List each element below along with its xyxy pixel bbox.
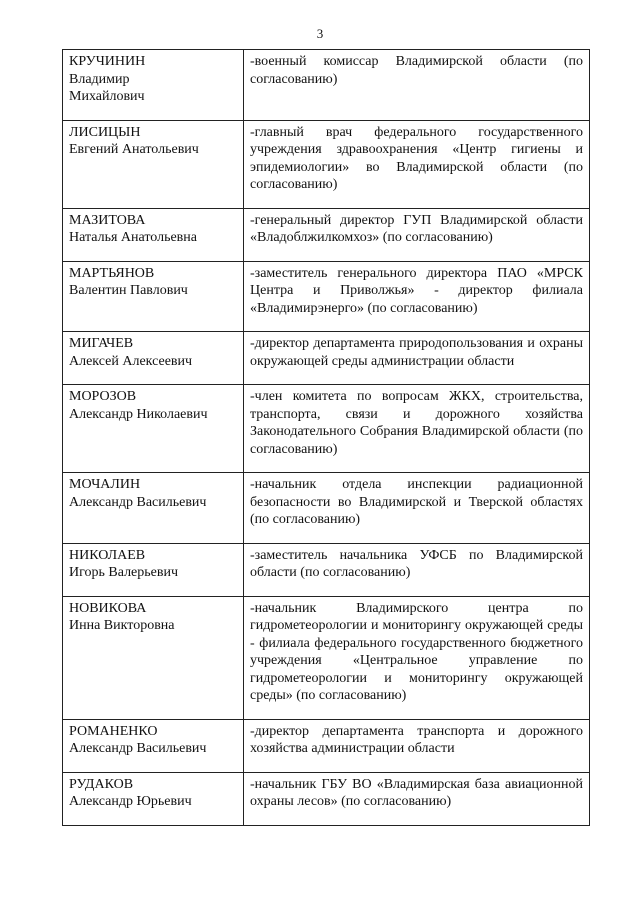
member-given-name: Наталья Анатольевна — [69, 230, 198, 245]
member-role: -член комитета по вопросам ЖКХ, строительства, транспорта, связи и дорожного хозяйства Законодательного Собрания Владимирской области (по согласованию) — [244, 385, 590, 473]
member-role: -начальник отдела инспекции радиационной безопасности во Владимирской и Тверской областях (по согласованию) — [244, 473, 590, 544]
member-name-cell — [63, 719, 244, 772]
member-name-cell — [63, 473, 244, 544]
table-row — [63, 772, 590, 825]
member-role: -заместитель генерального директора ПАО «МРСК Центра и Приволжья» - директор филиала «Владимирэнерго» (по согласованию) — [244, 261, 590, 332]
members-table — [62, 49, 590, 826]
member-given-name: Игорь Валерьевич — [69, 565, 179, 580]
member-surname: РОМАНЕНКО — [69, 723, 158, 739]
members-table-body — [63, 50, 590, 826]
member-name-cell — [63, 120, 244, 208]
member-name-cell — [63, 261, 244, 332]
page-number: 3 — [316, 26, 324, 41]
member-given-name: Алексей Алексеевич — [69, 353, 193, 369]
member-surname: МОРОЗОВ — [69, 389, 137, 404]
member-given-name: Александр Николаевич — [69, 406, 208, 422]
member-name-cell — [63, 50, 244, 121]
table-row — [63, 261, 590, 332]
table-row — [63, 543, 590, 596]
member-role: -заместитель начальника УФСБ по Владимирской области (по согласованию) — [244, 543, 590, 596]
member-surname: ЛИСИЦЫН — [69, 124, 141, 140]
member-surname: МИГАЧЕВ — [69, 336, 134, 351]
member-surname: МОЧАЛИН — [69, 477, 141, 492]
member-name-cell — [63, 772, 244, 825]
member-role: -директор департамента транспорта и дорожного хозяйства администрации области — [244, 719, 590, 772]
table-row — [63, 385, 590, 473]
member-name-cell — [63, 543, 244, 596]
member-given-name: Владимир Михайлович — [69, 71, 145, 104]
member-given-name: Инна Викторовна — [69, 618, 175, 633]
member-surname: НОВИКОВА — [69, 600, 147, 616]
table-row — [63, 120, 590, 208]
member-given-name: Валентин Павлович — [69, 283, 188, 298]
member-surname: МАРТЬЯНОВ — [69, 265, 155, 281]
member-surname: РУДАКОВ — [69, 776, 134, 792]
member-surname: МАЗИТОВА — [69, 212, 146, 228]
member-given-name: Александр Васильевич — [69, 741, 207, 756]
member-role: -директор департамента природопользования и охраны окружающей среды администрации области — [244, 332, 590, 385]
member-surname: КРУЧИНИН — [69, 54, 146, 69]
member-given-name: Александр Васильевич — [69, 494, 207, 510]
table-row — [63, 596, 590, 719]
member-role: -начальник ГБУ ВО «Владимирская база авиационной охраны лесов» (по согласованию) — [244, 772, 590, 825]
table-row — [63, 473, 590, 544]
member-role: -генеральный директор ГУП Владимирской области «Владоблжилкомхоз» (по согласованию) — [244, 208, 590, 261]
table-row — [63, 208, 590, 261]
member-role: -главный врач федерального государственного учреждения здравоохранения «Центр гигиены и эпидемиологии» во Владимирской области (по согласованию) — [244, 120, 590, 208]
member-name-cell — [63, 596, 244, 719]
table-row — [63, 50, 590, 121]
member-name-cell — [63, 385, 244, 473]
member-given-name: Александр Юрьевич — [69, 794, 192, 809]
member-given-name: Евгений Анатольевич — [69, 142, 199, 157]
member-role: -военный комиссар Владимирской области (по согласованию) — [244, 50, 590, 121]
member-name-cell — [63, 332, 244, 385]
member-name-cell — [63, 208, 244, 261]
table-row — [63, 332, 590, 385]
table-row — [63, 719, 590, 772]
member-role: -начальник Владимирского центра по гидрометеорологии и мониторингу окружающей среды - филиала федерального государственного бюджетного учреждения «Центральное управление по гидрометеорологии и мониторингу окружающей среды» (по согласованию) — [244, 596, 590, 719]
member-surname: НИКОЛАЕВ — [69, 547, 146, 563]
